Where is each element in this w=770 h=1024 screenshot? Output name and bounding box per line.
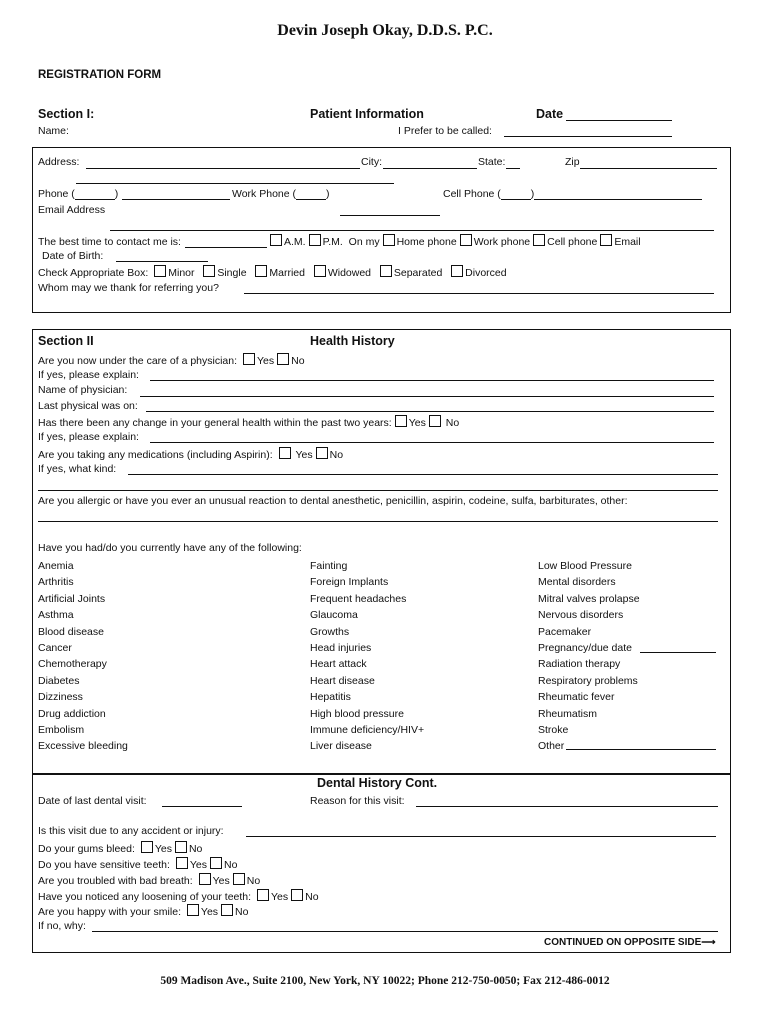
condition-item: Stroke xyxy=(538,724,569,737)
section2-label: Section II xyxy=(38,334,94,348)
zip-label: Zip xyxy=(565,156,580,168)
condition-item: Other xyxy=(538,740,565,753)
last-visit-label: Date of last dental visit: xyxy=(38,795,147,807)
condition-item: Head injuries xyxy=(310,642,372,655)
condition-item: Diabetes xyxy=(38,674,80,687)
condition-item: Radiation therapy xyxy=(538,658,621,671)
change-no-checkbox[interactable] xyxy=(429,415,441,427)
condition-item: Embolism xyxy=(38,724,85,737)
name-label: Name: xyxy=(38,125,69,137)
dob-label: Date of Birth: xyxy=(42,250,104,262)
breath-yes-checkbox[interactable] xyxy=(199,873,211,885)
condition-item: Rheumatic fever xyxy=(538,691,615,704)
practice-title: Devin Joseph Okay, D.D.S. P.C. xyxy=(277,22,493,39)
email-checkbox[interactable] xyxy=(600,234,612,246)
health-change-question: Has there been any change in your general health within the past two years: Yes No xyxy=(38,417,460,429)
single-checkbox[interactable] xyxy=(203,265,215,277)
physician-name-field[interactable] xyxy=(140,396,714,397)
email-line-2[interactable] xyxy=(110,230,714,231)
if-no-why-label: If no, why: xyxy=(38,920,86,932)
date-field[interactable] xyxy=(566,120,672,121)
change-explain-label: If yes, please explain: xyxy=(38,431,139,443)
physician-yes-checkbox[interactable] xyxy=(243,353,255,365)
minor-checkbox[interactable] xyxy=(154,265,166,277)
accident-label: Is this visit due to any accident or injury: xyxy=(38,825,224,837)
email-field[interactable] xyxy=(340,215,440,216)
referral-label: Whom may we thank for referring you? xyxy=(38,282,219,294)
condition-item: Nervous disorders xyxy=(538,609,624,622)
medications-question: Are you taking any medications (including Aspirin): Yes No xyxy=(38,449,344,461)
state-label: State: xyxy=(478,156,506,168)
address-field[interactable] xyxy=(86,168,360,169)
condition-item: High blood pressure xyxy=(310,707,404,720)
condition-item: Rheumatism xyxy=(538,707,597,720)
condition-item: Anemia xyxy=(38,560,74,572)
physician-question: Are you now under the care of a physician: Yes No xyxy=(38,355,305,367)
loosening-no-checkbox[interactable] xyxy=(291,889,303,901)
prefer-field[interactable] xyxy=(504,136,672,137)
condition-item: Heart attack xyxy=(310,658,367,671)
condition-item: Cancer xyxy=(38,642,72,655)
condition-item: Glaucoma xyxy=(310,609,358,622)
meds-no-checkbox[interactable] xyxy=(316,447,328,459)
condition-item: Pacemaker xyxy=(538,625,592,638)
sensitive-no-checkbox[interactable] xyxy=(210,857,222,869)
smile-yes-checkbox[interactable] xyxy=(187,904,199,916)
condition-item: Asthma xyxy=(38,609,74,622)
pm-checkbox[interactable] xyxy=(309,234,321,246)
meds-yes-checkbox[interactable] xyxy=(279,447,291,459)
gums-question: Do your gums bleed: Yes No xyxy=(38,843,203,855)
condition-item: Arthritis xyxy=(38,576,74,589)
physician-no-checkbox[interactable] xyxy=(277,353,289,365)
marital-row: Check Appropriate Box: Minor Single Married Widowed Separated Divorced xyxy=(38,267,507,279)
condition-item: Immune deficiency/HIV+ xyxy=(310,724,425,737)
section1-heading: Patient Information xyxy=(310,107,424,121)
breath-no-checkbox[interactable] xyxy=(233,873,245,885)
home-phone-checkbox[interactable] xyxy=(383,234,395,246)
condition-item: Respiratory problems xyxy=(538,674,638,687)
meds-kind-label: If yes, what kind: xyxy=(38,463,117,475)
sensitive-question: Do you have sensitive teeth: Yes No xyxy=(38,859,238,871)
state-field[interactable] xyxy=(506,168,520,169)
widowed-checkbox[interactable] xyxy=(314,265,326,277)
condition-item: Blood disease xyxy=(38,625,104,638)
change-explain-field[interactable] xyxy=(150,442,714,443)
gums-yes-checkbox[interactable] xyxy=(141,841,153,853)
separated-checkbox[interactable] xyxy=(380,265,392,277)
prefer-label: I Prefer to be called: xyxy=(398,125,492,137)
reason-label: Reason for this visit: xyxy=(310,795,405,807)
condition-item: Heart disease xyxy=(310,674,375,687)
loosening-question: Have you noticed any loosening of your teeth: Yes No xyxy=(38,891,319,903)
zip-field[interactable] xyxy=(580,168,717,169)
condition-item: Artificial Joints xyxy=(38,592,106,605)
date-label: Date xyxy=(536,107,564,121)
condition-item: Mitral valves prolapse xyxy=(538,592,640,605)
conditions-intro: Have you had/do you currently have any of the following: xyxy=(38,542,302,554)
condition-item: Pregnancy/due date xyxy=(538,642,632,655)
am-checkbox[interactable] xyxy=(270,234,282,246)
condition-item: Drug addiction xyxy=(38,707,106,720)
work-phone-label: Work Phone ( ) xyxy=(232,188,330,200)
accident-field[interactable] xyxy=(246,836,716,837)
due-date-field[interactable] xyxy=(640,652,716,653)
smile-question: Are you happy with your smile: Yes No xyxy=(38,906,249,918)
address-label: Address: xyxy=(38,156,80,168)
change-yes-checkbox[interactable] xyxy=(395,415,407,427)
cell-phone-checkbox[interactable] xyxy=(533,234,545,246)
last-physical-field[interactable] xyxy=(146,411,714,412)
condition-item: Chemotherapy xyxy=(38,658,107,671)
condition-item: Hepatitis xyxy=(310,691,351,704)
loosening-yes-checkbox[interactable] xyxy=(257,889,269,901)
condition-item: Dizziness xyxy=(38,691,83,704)
allergy-question: Are you allergic or have you ever an unusual reaction to dental anesthetic, penicillin, aspirin, codeine, sulfa, barbiturates, other: xyxy=(38,495,628,507)
continued-note: CONTINUED ON OPPOSITE SIDE⟶ xyxy=(544,937,716,948)
cell-phone-label: Cell Phone ( ) xyxy=(443,188,702,200)
gums-no-checkbox[interactable] xyxy=(175,841,187,853)
city-field[interactable] xyxy=(383,168,477,169)
referral-field[interactable] xyxy=(244,293,714,294)
condition-item: Liver disease xyxy=(310,740,372,753)
physician-explain-label: If yes, please explain: xyxy=(38,369,139,381)
last-physical-label: Last physical was on: xyxy=(38,400,138,412)
if-no-why-field[interactable] xyxy=(92,931,718,932)
condition-item: Growths xyxy=(310,625,350,638)
conditions-column-3 xyxy=(538,558,640,755)
smile-no-checkbox[interactable] xyxy=(221,904,233,916)
sensitive-yes-checkbox[interactable] xyxy=(176,857,188,869)
condition-item: Low Blood Pressure xyxy=(538,560,632,572)
section2-heading: Health History xyxy=(310,334,395,348)
condition-item: Foreign Implants xyxy=(310,576,389,589)
physician-explain-field[interactable] xyxy=(150,380,714,381)
section1-label: Section I: xyxy=(38,107,95,121)
city-label: City: xyxy=(361,156,382,168)
divorced-checkbox[interactable] xyxy=(451,265,463,277)
condition-item: Fainting xyxy=(310,560,348,572)
conditions-column-2 xyxy=(310,558,424,755)
right-arrow-icon: ⟶ xyxy=(701,937,716,948)
married-checkbox[interactable] xyxy=(255,265,267,277)
condition-item: Mental disorders xyxy=(538,576,616,589)
dental-heading: Dental History Cont. xyxy=(317,776,438,790)
dob-field[interactable] xyxy=(116,261,208,262)
conditions-column-1 xyxy=(38,558,128,755)
other-condition-field[interactable] xyxy=(566,749,716,750)
meds-kind-field[interactable] xyxy=(128,474,718,475)
condition-item: Frequent headaches xyxy=(310,592,407,605)
address-line-2[interactable] xyxy=(76,183,394,184)
breath-question: Are you troubled with bad breath: Yes No xyxy=(38,875,261,887)
reason-field[interactable] xyxy=(416,806,718,807)
condition-item: Excessive bleeding xyxy=(38,740,128,753)
physician-name-label: Name of physician: xyxy=(38,384,128,396)
form-name: REGISTRATION FORM xyxy=(38,69,162,81)
footer-address: 509 Madison Ave., Suite 2100, New York, NY 10022; Phone 212-750-0050; Fax 212-486-0012 xyxy=(160,975,610,987)
last-visit-field[interactable] xyxy=(162,806,242,807)
phone-label: Phone ( ) xyxy=(38,188,230,200)
work-phone-checkbox[interactable] xyxy=(460,234,472,246)
email-label: Email Address xyxy=(38,204,106,216)
best-time-row: The best time to contact me is: A.M. P.M. On my Home phone Work phone Cell phone Email xyxy=(38,236,641,248)
meds-kind-line-2[interactable] xyxy=(38,490,718,491)
allergy-field[interactable] xyxy=(38,521,718,522)
